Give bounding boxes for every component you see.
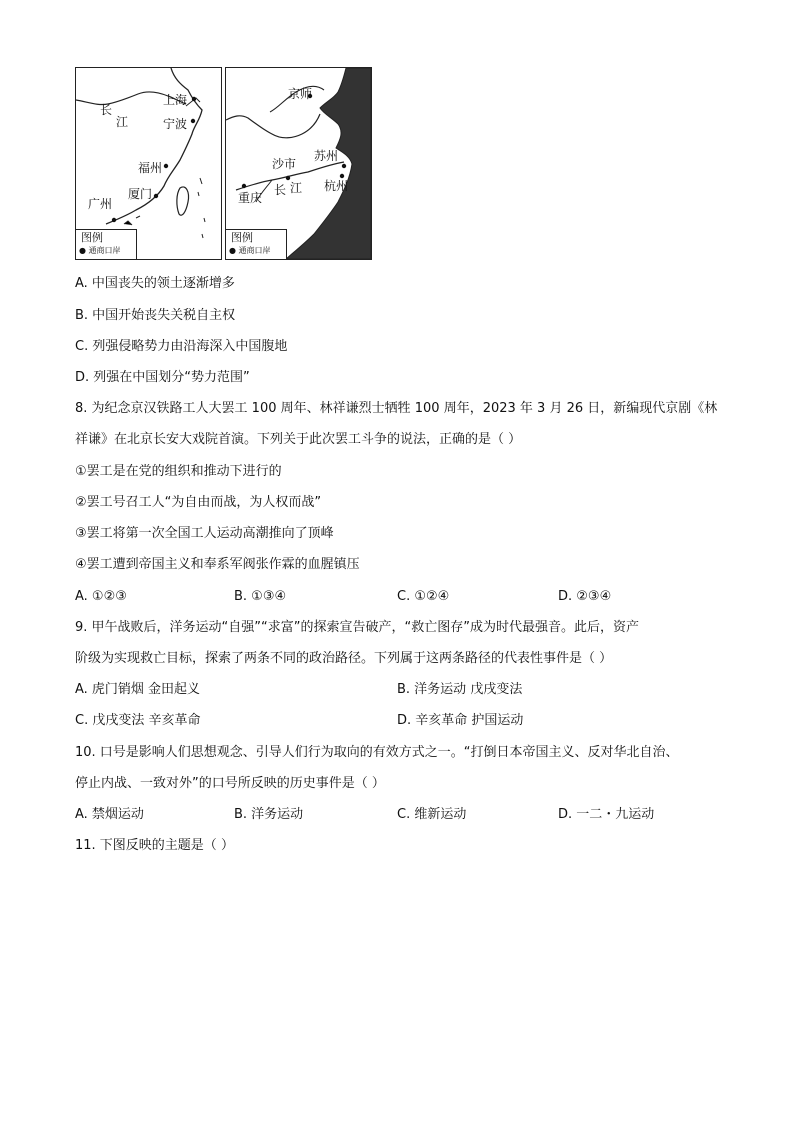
q7-option-d: D. 列强在中国划分“势力范围” (75, 370, 250, 385)
city-label-shanghai: 上海 (163, 93, 188, 107)
city-label-ningbo: 宁波 (163, 117, 188, 131)
q10-stem-line-2: 停止内战、一致对外”的口号所反映的历史事件是（ ） (75, 776, 385, 791)
city-label-hangzhou: 杭州 (324, 179, 349, 193)
legend-title: 图例 (81, 231, 103, 244)
river-label-chang: 长 (274, 183, 287, 197)
q7-option-a: A. 中国丧失的领土逐渐增多 (75, 276, 235, 291)
river-label-jiang: 江 (290, 181, 303, 195)
q8-option-d: D. ②③④ (558, 589, 612, 604)
q9-option-a: A. 虎门销烟 金田起义 (75, 682, 201, 697)
city-label-suzhou: 苏州 (314, 149, 339, 163)
q9-option-d: D. 辛亥革命 护国运动 (397, 713, 524, 728)
q9-option-c: C. 戊戌变法 辛亥革命 (75, 713, 201, 728)
city-label-xiamen: 厦门 (128, 187, 153, 201)
q8-stem-line-1: 8. 为纪念京汉铁路工人大罢工 100 周年、林祥谦烈士牺牲 100 周年，2023 年 3 月 26 日，新编现代京剧《林 (75, 401, 718, 416)
q8-statement-3: ③罢工将第一次全国工人运动高潮推向了顶峰 (75, 526, 334, 541)
legend-item-treaty-port: ● 通商口岸 (229, 246, 271, 255)
river-label-jiang: 江 (116, 115, 129, 129)
q9-stem-line-2: 阶级为实现救亡目标，探索了两条不同的政治路径。下列属于这两条路径的代表性事件是（ ） (75, 651, 613, 666)
map-first-opium-war-ports (75, 67, 222, 260)
river-label-chang: 长 (100, 103, 113, 117)
legend-item-treaty-port: ● 通商口岸 (79, 246, 121, 255)
city-label-shashi: 沙市 (272, 157, 297, 171)
q10-option-d: D. 一二・九运动 (558, 807, 655, 822)
legend-title: 图例 (231, 231, 253, 244)
q10-option-c: C. 维新运动 (397, 807, 467, 822)
map-legend-left (76, 229, 137, 259)
q9-option-b: B. 洋务运动 戊戌变法 (397, 682, 523, 697)
city-label-chongqing: 重庆 (238, 191, 263, 205)
city-label-fuzhou: 福州 (138, 161, 163, 175)
q8-statement-2: ②罢工号召工人“为自由而战，为人权而战” (75, 495, 322, 510)
q8-option-c: C. ①②④ (397, 589, 450, 604)
q8-option-b: B. ①③④ (234, 589, 287, 604)
treaty-port-maps (75, 67, 375, 260)
q7-option-b: B. 中国开始丧失关税自主权 (75, 308, 236, 323)
q8-statement-4: ④罢工遭到帝国主义和奉系军阀张作霖的血腥镇压 (75, 557, 360, 572)
q8-statement-1: ①罢工是在党的组织和推动下进行的 (75, 464, 282, 479)
map-treaty-of-shimonoseki-ports (225, 67, 372, 260)
q10-option-a: A. 禁烟运动 (75, 807, 144, 822)
q8-stem-line-2: 祥谦》在北京长安大戏院首演。下列关于此次罢工斗争的说法，正确的是（ ） (75, 432, 522, 447)
city-label-guangzhou: 广州 (88, 197, 113, 211)
map-legend-right (226, 229, 287, 259)
q8-option-a: A. ①②③ (75, 589, 127, 604)
q7-option-c: C. 列强侵略势力由沿海深入中国腹地 (75, 339, 288, 354)
q11-stem: 11. 下图反映的主题是（ ） (75, 838, 234, 853)
q9-stem-line-1: 9. 甲午战败后，洋务运动“自强”“求富”的探索宣告破产，“救亡图存”成为时代最强音。此后，资产 (75, 620, 639, 635)
q10-stem-line-1: 10. 口号是影响人们思想观念、引导人们行为取向的有效方式之一。“打倒日本帝国主义、反对华北自治、 (75, 745, 679, 760)
city-label-jingshi: 京师 (288, 87, 313, 101)
q10-option-b: B. 洋务运动 (234, 807, 304, 822)
